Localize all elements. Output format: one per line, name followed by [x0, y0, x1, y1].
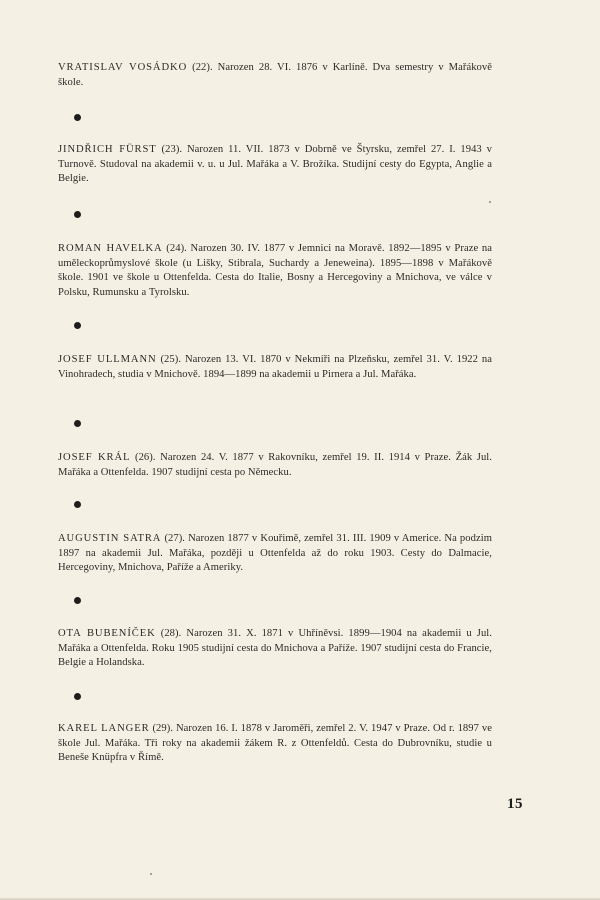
bullet-separator	[74, 693, 81, 700]
bullet-separator	[74, 322, 81, 329]
entry-text: (27). Narozen 1877 v Kouřimě, zemřel 31. III. 1909 v Americe. Na podzim 1897 na akademii Jul. Mařáka, později u Ottenfelda až do roku 1903. Cesty do Dalmacie, Hercegoviny, Mnichova, Paříže a Ameriky.	[58, 533, 492, 574]
entry-name: JOSEF ULLMANN	[58, 354, 157, 365]
entry-vosadko	[58, 61, 492, 90]
entry-havelka	[58, 242, 492, 300]
entry-name: KAREL LANGER	[58, 723, 150, 734]
entry-name: JOSEF KRÁL	[58, 452, 131, 463]
entry-text: (23). Narozen 11. VII. 1873 v Dobrně ve Štyrsku, zemřel 27. I. 1943 v Turnově. Studoval na akademii v. u. u Jul. Mařáka a V. Brožíka. Studijní cesty do Egypta, Anglie a Belgie.	[58, 144, 493, 185]
paper-speck	[489, 201, 491, 203]
entry-text: (29). Narozen 16. I. 1878 v Jaroměři, zemřel 2. V. 1947 v Praze. Od r. 1897 ve škole Jul. Mařáka. Tři roky na akademii žákem R. z Ottenfeldů. Cesta do Dubrovníku, studie u Beneše Knüpfra v Římě.	[58, 723, 492, 764]
entry-text: (28). Narozen 31. X. 1871 v Uhříněvsi. 1899—1904 na akademii u Jul. Mařáka a Ottenfelda. Roku 1905 studijní cesta do Mnichova a Paříže. 1907 studijní cesta do Francie, Belgie a Holandska.	[58, 628, 492, 669]
entry-furst	[58, 143, 492, 187]
bullet-separator	[74, 597, 81, 604]
page-number: 15	[507, 796, 523, 812]
paper-speck	[150, 873, 152, 875]
entry-text: (24). Narozen 30. IV. 1877 v Jemnici na Moravě. 1892—1895 v Praze na uměleckoprůmyslové škole (u Lišky, Stibrala, Suchardy a Jeneweina). 1895—1898 v Mařákově škole. 1901 ve škole u Ottenfelda. Cesta do Italie, Bosny a Hercegoviny a Mnichova, ve válce v Polsku, Rumunsku a Tyrolsku.	[58, 243, 492, 298]
entry-name: VRATISLAV VOSÁDKO	[58, 62, 188, 73]
entry-text: (22). Narozen 28. VI. 1876 v Karlíně. Dva semestry v Mařákově škole.	[58, 62, 492, 88]
entry-satra	[58, 532, 492, 576]
entry-ullmann	[58, 353, 492, 382]
entry-name: JINDŘICH FÜRST	[58, 144, 157, 155]
bullet-separator	[74, 114, 81, 121]
bullet-separator	[74, 501, 81, 508]
entry-kral	[58, 451, 492, 480]
entry-name: OTA BUBENÍČEK	[58, 628, 156, 639]
bullet-separator	[74, 211, 81, 218]
entry-text: (25). Narozen 13. VI. 1870 v Nekmíři na Plzeňsku, zemřel 31. V. 1922 na Vinohradech, studia v Mnichově. 1894—1899 na akademii u Pirnera a Jul. Mařáka.	[58, 354, 493, 380]
entry-name: ROMAN HAVELKA	[58, 243, 163, 254]
entry-bubenicek	[58, 627, 492, 671]
entry-text: (26). Narozen 24. V. 1877 v Rakovníku, zemřel 19. II. 1914 v Praze. Žák Jul. Mařáka a Ottenfelda. 1907 studijní cesta po Německu.	[58, 452, 492, 478]
entry-langer	[58, 722, 492, 766]
entry-name: AUGUSTIN SATRA	[58, 533, 162, 544]
bullet-separator	[74, 420, 81, 427]
